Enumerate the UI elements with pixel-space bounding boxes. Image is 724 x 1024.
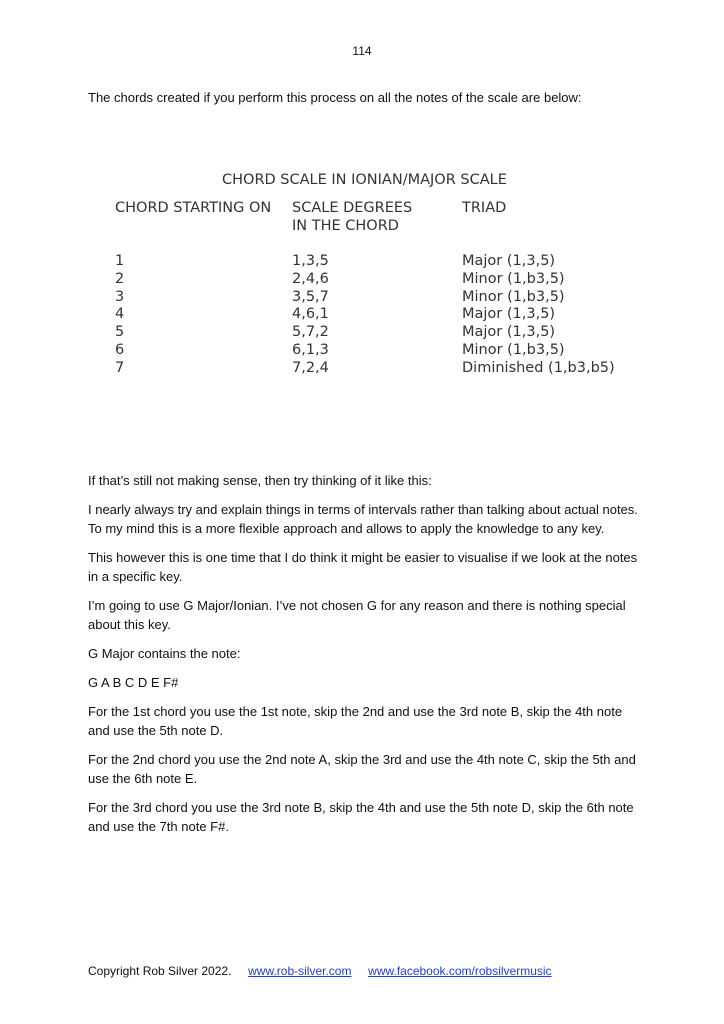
cell-degrees: 5,7,2	[292, 324, 329, 341]
cell-degrees: 1,3,5	[292, 253, 329, 269]
paragraph: For the 1st chord you use the 1st note, skip the 2nd and use the 3rd note B, skip the 4th note and use the 5th note D.	[88, 703, 623, 738]
paragraph: For the 3rd chord you use the 3rd note B, skip the 4th and use the 5th note D, skip the 6th note and use the 7th note F#.	[88, 799, 634, 835]
table-title: CHORD SCALE IN IONIAN/MAJOR SCALE	[222, 172, 507, 188]
page-number: 114	[352, 44, 372, 58]
cell-degrees: 3,5,7	[292, 288, 329, 305]
table-row	[115, 360, 635, 378]
table-row	[115, 253, 635, 271]
cell-chord: 1	[115, 253, 125, 269]
website-link[interactable]: www.rob-silver.com	[248, 964, 352, 978]
cell-chord: 4	[115, 306, 125, 323]
header-scale-degrees-line2: IN THE CHORD	[292, 218, 399, 234]
facebook-link[interactable]: www.facebook.com/robsilvermusic	[368, 964, 552, 978]
table-row	[115, 342, 635, 360]
paragraph: If that’s still not making sense, then try thinking of it like this:	[88, 473, 432, 488]
table-row	[115, 324, 635, 342]
cell-chord: 6	[115, 341, 125, 358]
cell-chord: 3	[115, 288, 125, 305]
header-chord-starting-on: CHORD STARTING ON	[115, 200, 272, 216]
header-scale-degrees	[292, 199, 412, 235]
paragraph: G Major contains the note:	[88, 646, 241, 662]
cell-degrees: 6,1,3	[292, 341, 329, 358]
table-row	[115, 271, 635, 289]
cell-degrees: 4,6,1	[292, 306, 329, 323]
header-triad: TRIAD	[462, 200, 507, 216]
paragraph: For the 2nd chord you use the 2nd note A, skip the 3rd and use the 4th note C, skip the 5th and use the 6th note E.	[88, 751, 636, 787]
copyright-text: Copyright Rob Silver 2022.	[88, 964, 232, 978]
cell-triad: Minor (1,b3,5)	[462, 288, 565, 305]
paragraph: This however this is one time that I do think it might be easier to visualise if we look at the notes in a specific key.	[88, 549, 638, 585]
cell-chord: 2	[115, 270, 125, 287]
cell-triad: Minor (1,b3,5)	[462, 270, 565, 287]
intro-paragraph: The chords created if you perform this process on all the notes of the scale are below:	[88, 90, 582, 105]
paragraph-notes: G A B C D E F#	[88, 674, 179, 690]
paragraph: I’m going to use G Major/Ionian. I’ve not chosen G for any reason and there is nothing special about this key.	[88, 597, 626, 633]
body-text	[88, 471, 644, 846]
table-row	[115, 289, 635, 307]
cell-triad: Major (1,3,5)	[462, 324, 556, 341]
cell-triad: Major (1,3,5)	[462, 253, 556, 269]
cell-triad: Major (1,3,5)	[462, 306, 556, 323]
header-scale-degrees-line1: SCALE DEGREES	[292, 200, 413, 216]
cell-triad: Minor (1,b3,5)	[462, 341, 565, 358]
table-rows	[115, 253, 635, 378]
cell-degrees: 7,2,4	[292, 359, 329, 376]
cell-triad: Diminished (1,b3,b5)	[462, 359, 615, 376]
paragraph: I nearly always try and explain things in terms of intervals rather than talking about actual notes. To my mind this is a more flexible approach and allows to apply the knowledge to any key.	[88, 501, 638, 537]
table-row	[115, 306, 635, 324]
cell-chord: 7	[115, 359, 125, 376]
footer	[88, 964, 552, 978]
cell-degrees: 2,4,6	[292, 270, 329, 287]
cell-chord: 5	[115, 324, 125, 341]
